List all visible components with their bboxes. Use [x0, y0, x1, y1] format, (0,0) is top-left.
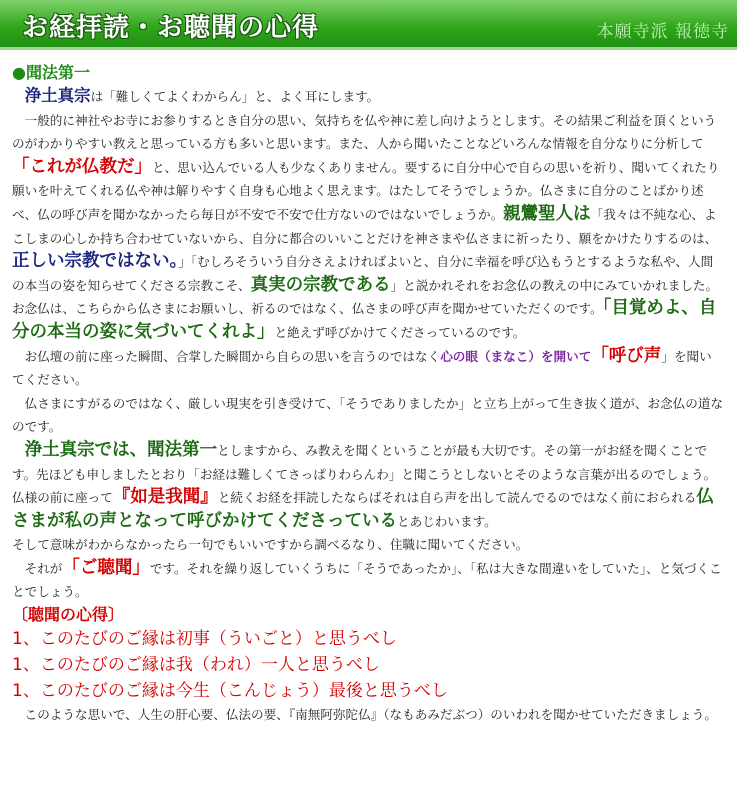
text-span: 」と説かれそれをお念仏の教えの中にみていかれました。お念仏は、こちらから仏さまにお願いし、祈るのではなく、仏さまの呼び声を聞かせていただくのです。 [12, 277, 719, 317]
emphasis-gochomon: 「ご聴聞」 [62, 557, 150, 578]
text-span: 」を聞いてください。 [12, 348, 712, 388]
emphasis-yobigoe: 「呼び声 [591, 345, 662, 366]
paragraph-onembutsu: 仏さまにすがるのではなく、厳しい現実を引き受けて、「そうでありましたか」と立ち上がって生き抜く道が、お念仏の道なのです。 [12, 395, 724, 435]
text-span: としますから、み教えを聞くということが最も大切です。その第一がお経を聞くことです。先ほども申しましたとおり「お経は難しくてさっぱりわらんわ」と聞こうとしないとそのような言葉が出るのでしょう。仏様の前に座って [12, 442, 717, 506]
text-span: 「我々は不純な心、よこしまの心しか持ち合わせていないから、自分に都合のいいことだけを神さまや仏さまに祈ったり、願をかけたりするのは、 [12, 206, 718, 246]
temple-name: 本願寺派 報徳寺 [596, 22, 729, 42]
text-span: お仏壇の前に座った瞬間、合掌した瞬間から自らの思いを言うのではなく [24, 348, 441, 364]
guideline-item: 1、このたびのご縁は初事（ういごと）と思うべし [12, 629, 397, 650]
text-span: と絶えず呼びかけてくださっているのです。 [274, 324, 526, 340]
paragraph-explanation [12, 109, 724, 345]
guideline-item: 1、このたびのご縁は今生（こんじょう）最後と思うべし [12, 681, 448, 702]
section-heading-monpo: ●聞法第一 [12, 63, 90, 82]
paragraph-monpo-daiichi [12, 439, 724, 533]
paragraph-gochomon [12, 557, 724, 604]
guideline-item: 1、このたびのご縁は我（われ）一人と思うべし [12, 655, 380, 676]
emphasis-shinjitsu: 真実の宗教である [250, 274, 391, 295]
section-heading-chomon: 〔聴聞の心得〕 [12, 605, 125, 625]
emphasis-nyoze-gamon: 『如是我聞』 [112, 487, 218, 508]
page-header [0, 0, 737, 50]
main-content [12, 62, 724, 725]
emphasis-jodo-shinshu: 浄土真宗 [24, 86, 91, 105]
emphasis-shinran: 親鸞聖人は [503, 203, 591, 224]
text-span: と続くお経を拝読したならばそれは自ら声を出して読んでるのではなく前におられる [217, 490, 697, 506]
paragraph-shiraberu: そして意味がわからなかったら一句でもいいですから調べるなり、住職に聞いてください。 [12, 537, 529, 553]
paragraph-intro [12, 84, 724, 109]
text-span: と、思い込んでいる人も少なくありません。要するに自分中心で自らの思いを祈り、聞いてくれたり願いを叶えてくれる仏や神は解りやすく自身も心地よく思えます。はたしてそうでしょうか。仏さまに自分のことばかり述べ、仏の呼び声を聞かなかったら毎日が不安で不安で仕方ないのではないでしょうか。 [12, 159, 720, 222]
emphasis-mezameyo: 「目覚めよ、自分の本当の姿に気づいてくれよ」 [12, 298, 717, 342]
text-span: それが [24, 560, 63, 576]
text-span: 」「むしろそういう自分さえよければよいと、自分に幸福を呼び込もうとするような私や、人間の本当の姿を知らせてくださる宗教こそ、 [12, 254, 714, 293]
text-span: とあじわいます。 [397, 513, 497, 529]
emphasis-kore-ga-bukkyo: 「これが仏教だ」 [12, 156, 152, 177]
emphasis-monpo-daiichi: 浄土真宗では、聞法第一 [24, 439, 218, 460]
text-span: 一般的に神社やお寺にお参りするとき自分の思い、気持ちを仏や神に差し向けようとします。その結果ご利益を頂くというのがわかりやすい教えと思っている方も多いと思います。また、人から聞いたことなどいろんな情報を自分なりに分析して [12, 112, 717, 152]
emphasis-tadashii-shukyo: 正しい宗教ではない。 [12, 251, 179, 272]
text-span: は「難しくてよくわからん」と、よく耳にします。 [90, 89, 380, 104]
text-span: です。それを繰り返していくうちに「そうであったか」、「私は大きな間違いをしていた」、と気づくことでしょう。 [12, 560, 722, 600]
emphasis-hotokesama-voice: 仏さまが私の声となって呼びかけてくださっている [12, 487, 714, 531]
paragraph-butsudan [12, 345, 724, 392]
emphasis-kokoro-no-manako: 心の眼（まなこ）を開いて [440, 348, 592, 364]
paragraph-closing: このような思いで、人生の肝心要、仏法の要、『南無阿弥陀仏』（なもあみだぶつ）のいわれを聞かせていただきましょう。 [24, 707, 717, 723]
page-title: お経拝読・お聴聞の心得 [22, 13, 320, 43]
